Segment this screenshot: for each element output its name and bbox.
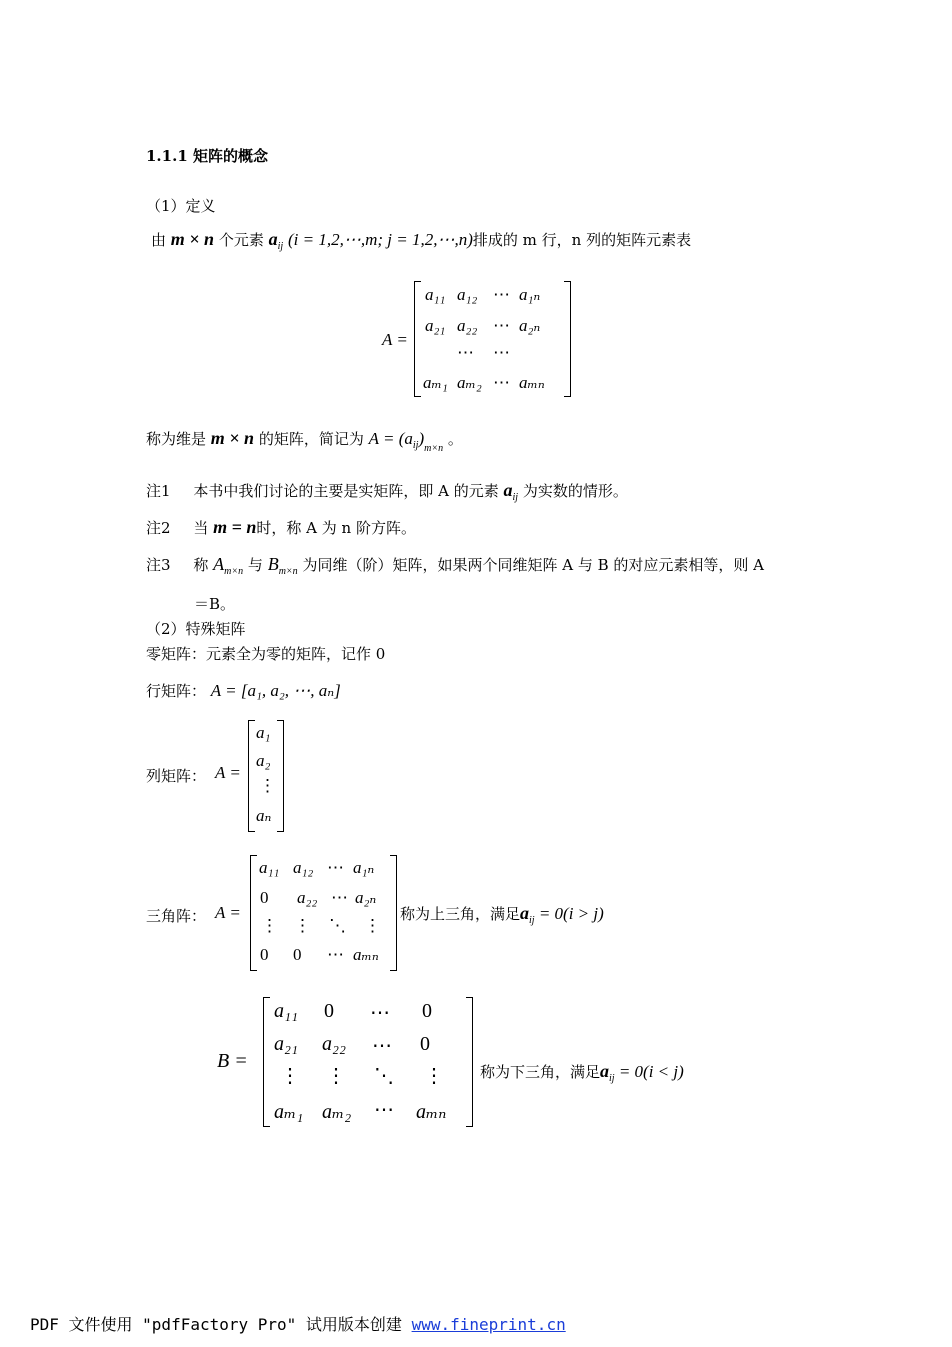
lower-cell: ⋮ xyxy=(280,1065,300,1087)
called-close: ) xyxy=(418,429,425,448)
matrix-a-cell: aₘ₂ xyxy=(457,373,482,392)
def-mn: m × n xyxy=(170,229,215,249)
footer-link[interactable]: www.fineprint.cn xyxy=(411,1315,566,1334)
note-1 xyxy=(146,480,628,503)
upper-cond-a: a xyxy=(520,903,530,923)
lower-cond-a: a xyxy=(600,1061,610,1081)
lower-cell: 0 xyxy=(324,1000,334,1022)
note-3-continuation: ＝B。 xyxy=(194,595,236,613)
note2-eq: m = n xyxy=(213,517,257,537)
lower-cell: ⋮ xyxy=(326,1065,346,1087)
upper-cell: 0 xyxy=(293,945,302,964)
row-matrix-label: 行矩阵： xyxy=(146,682,207,700)
upper-cond-sub: ij xyxy=(529,915,535,926)
lower-cell: a₂₁ xyxy=(274,1033,298,1055)
upper-cell: ⋯ xyxy=(331,888,348,907)
col-matrix-label: 列矩阵： xyxy=(146,767,207,785)
note3-text-b: 为同维（阶）矩阵，如果两个同维矩阵 A 与 B 的对应元素相等，则 A xyxy=(302,556,764,574)
upper-cell: ⋱ xyxy=(329,916,346,935)
called-mn: m × n xyxy=(210,428,255,448)
matrix-a-cell: ⋯ xyxy=(457,343,474,362)
upper-cell: ⋯ xyxy=(327,858,344,877)
footer-text: PDF 文件使用 "pdfFactory Pro" 试用版本创建 xyxy=(30,1315,402,1334)
tri-label: 三角阵： xyxy=(146,907,207,925)
def-suffix: 排成的 m 行，n 列的矩阵元素表 xyxy=(472,231,692,249)
note1-text-a: 本书中我们讨论的主要是实矩阵，即 A 的元素 xyxy=(193,482,499,500)
upper-cell: ⋮ xyxy=(261,916,278,935)
note3-with: 与 xyxy=(247,556,263,574)
lower-cond-rest: = 0(i < j) xyxy=(614,1062,684,1081)
matrix-a-cell: a₁ₙ xyxy=(519,285,541,304)
matrix-a-lhs: A = xyxy=(382,330,408,349)
upper-cond-rest: = 0(i > j) xyxy=(534,904,604,923)
matrix-a-cell: a₂₁ xyxy=(425,316,446,335)
def-prefix: 由 xyxy=(151,231,167,249)
matrix-a-cell: ⋯ xyxy=(493,373,510,392)
def-aij-sub: ij xyxy=(277,241,284,252)
lower-note-text: 称为下三角，满足 xyxy=(480,1063,601,1081)
note3-a: A xyxy=(213,554,225,574)
def-aij: a xyxy=(268,229,278,249)
upper-triangular-matrix xyxy=(250,855,397,971)
lower-cell: ⋯ xyxy=(374,1099,394,1121)
called-prefix: 称为维是 xyxy=(146,430,207,448)
note-3 xyxy=(146,554,764,577)
note1-text-b: 为实数的情形。 xyxy=(522,482,628,500)
lower-cell: a₁₁ xyxy=(274,1000,298,1022)
lower-cell: aₘₙ xyxy=(416,1101,447,1123)
note1-aij: a xyxy=(503,480,513,500)
called-formula: A = (a xyxy=(368,429,413,448)
matrix-a-cell: a₂ₙ xyxy=(519,316,541,335)
upper-cell: a₁₂ xyxy=(293,858,314,877)
upper-cell: a₂ₙ xyxy=(355,888,377,907)
matrix-a-cell: aₘₙ xyxy=(519,373,545,392)
matrix-a-cell: a₂₂ xyxy=(457,316,478,335)
upper-cell: 0 xyxy=(260,888,269,907)
note3-label: 注3 xyxy=(146,556,171,574)
matrix-a-cell: a₁₂ xyxy=(457,285,478,304)
lower-cell: ⋯ xyxy=(370,1002,390,1024)
def-range: (i = 1,2,⋯,m; j = 1,2,⋯,n) xyxy=(288,230,473,249)
upper-cell: ⋮ xyxy=(294,916,311,935)
matrix-a xyxy=(414,281,571,397)
lower-cell: ⋱ xyxy=(374,1065,394,1087)
subsection-title-special: （2）特殊矩阵 xyxy=(146,620,246,638)
pdf-footer xyxy=(30,1312,566,1335)
lower-note xyxy=(480,1061,684,1084)
upper-note xyxy=(400,903,604,926)
row-matrix-formula: A = [a₁, a₂, ⋯, aₙ] xyxy=(210,681,341,700)
matrix-a-cell: ⋯ xyxy=(493,343,510,362)
col-matrix-cell: aₙ xyxy=(256,806,272,825)
note-2 xyxy=(146,517,416,538)
note1-sub: ij xyxy=(512,492,519,503)
col-matrix-cell: a₁ xyxy=(256,723,271,742)
upper-cell: aₘₙ xyxy=(353,945,379,964)
matrix-a-cell: aₘ₁ xyxy=(423,373,448,392)
matrix-a-cell: a₁₁ xyxy=(425,285,446,304)
upper-cell: a₁ₙ xyxy=(353,858,375,877)
subsection-title-definition: （1）定义 xyxy=(146,197,216,215)
note3-sub1: m×n xyxy=(224,566,244,577)
note3-text-a: 称 xyxy=(193,556,209,574)
zero-matrix-line: 零矩阵：元素全为零的矩阵，记作 0 xyxy=(146,645,386,663)
lower-triangular-matrix xyxy=(263,997,473,1127)
matrix-notation-line xyxy=(146,428,463,454)
lower-cell: 0 xyxy=(422,1000,432,1022)
row-matrix-line xyxy=(146,680,341,701)
lower-cell: ⋮ xyxy=(424,1065,444,1087)
note3-sub2: m×n xyxy=(278,566,298,577)
lower-cell: aₘ₁ xyxy=(274,1101,304,1123)
matrix-a-cell: ⋯ xyxy=(493,316,510,335)
section-heading: 1.1.1 矩阵的概念 xyxy=(146,147,268,165)
col-matrix-cell: ⋮ xyxy=(259,776,276,795)
lower-cell: a₂₂ xyxy=(322,1033,346,1055)
called-end: 。 xyxy=(447,430,463,448)
upper-cell: ⋯ xyxy=(327,945,344,964)
col-matrix-lhs: A = xyxy=(215,763,241,782)
col-matrix xyxy=(248,720,284,832)
upper-note-text: 称为上三角，满足 xyxy=(400,905,521,923)
col-matrix-cell: a₂ xyxy=(256,751,271,770)
upper-cell: ⋮ xyxy=(364,916,381,935)
note2-label: 注2 xyxy=(146,519,171,537)
lower-cell: aₘ₂ xyxy=(322,1101,352,1123)
matrix-a-cell: ⋯ xyxy=(493,285,510,304)
called-sub-mn: m×n xyxy=(424,443,444,454)
upper-cell: a₂₂ xyxy=(297,888,318,907)
lower-lhs: B = xyxy=(217,1050,248,1072)
note1-label: 注1 xyxy=(146,482,171,500)
definition-line xyxy=(151,229,691,252)
note2-text-b: 时，称 A 为 n 阶方阵。 xyxy=(256,519,416,537)
called-sub-ij: ij xyxy=(412,440,419,451)
def-mid: 个元素 xyxy=(218,231,264,249)
note3-b: B xyxy=(267,554,279,574)
lower-cond-sub: ij xyxy=(609,1073,615,1084)
upper-cell: 0 xyxy=(260,945,269,964)
upper-cell: a₁₁ xyxy=(259,858,280,877)
lower-cell: 0 xyxy=(420,1033,430,1055)
upper-lhs: A = xyxy=(215,903,241,922)
called-mid: 的矩阵，简记为 xyxy=(258,430,364,448)
note2-text-a: 当 xyxy=(193,519,209,537)
lower-cell: ⋯ xyxy=(372,1035,392,1057)
